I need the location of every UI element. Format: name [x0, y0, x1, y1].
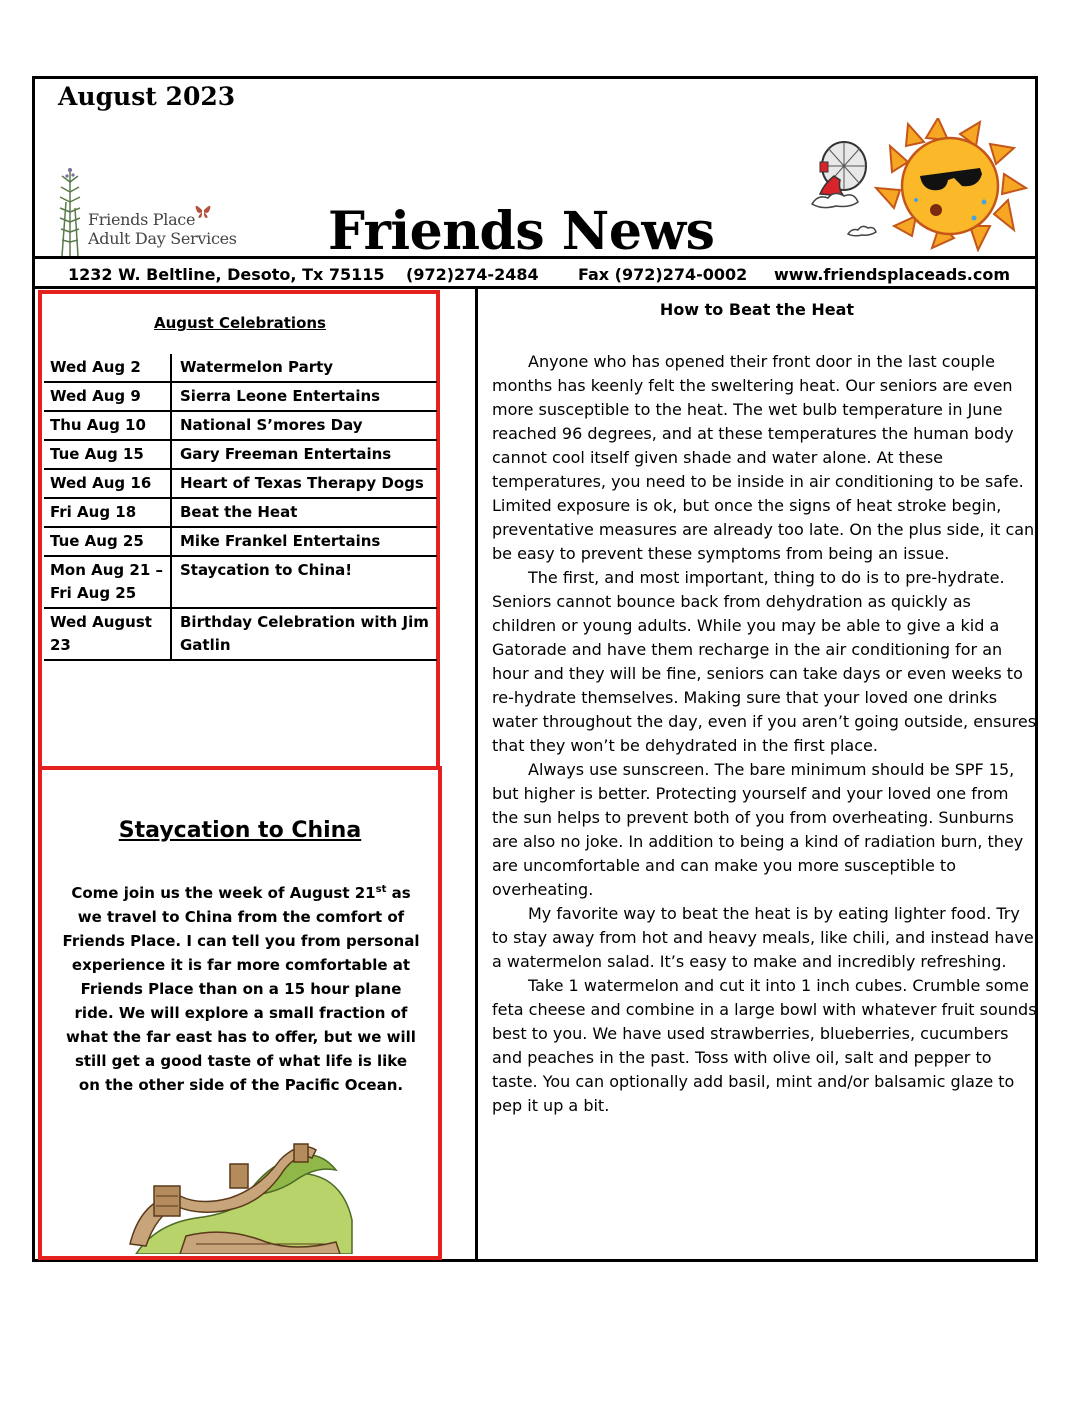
table-row — [44, 411, 437, 440]
event-name: Birthday Celebration with Jim Gatlin — [171, 608, 437, 660]
staycation-superscript: st — [375, 884, 387, 895]
article-paragraph: My favorite way to beat the heat is by eating lighter food. Try to stay away from hot and heavy meals, like chili, and instead have a watermelon salad. It’s easy to make and incredibly refreshing. — [492, 904, 1034, 971]
article-paragraph: Anyone who has opened their front door in the last couple months has keenly felt the sweltering heat. Our seniors are even more susceptible to the heat. The wet bulb temperature in June reached 96 degrees, and at these temperatures the human body cannot cool itself given shade and water alone. At these temperatures, you need to be inside in air conditioning to be safe. Limited exposure is ok, but once the signs of heat stroke begin, preventative measures are already too late. On the plus side, it can be easy to prevent these symptoms from being an issue. — [492, 352, 1035, 563]
table-row — [44, 498, 437, 527]
staycation-body — [62, 878, 420, 1097]
event-date: Tue Aug 25 — [44, 527, 171, 556]
event-date: Thu Aug 10 — [44, 411, 171, 440]
sun-fan-clipart — [808, 118, 1028, 252]
event-date: Fri Aug 18 — [44, 498, 171, 527]
great-wall-clipart — [126, 1136, 356, 1254]
contact-bar — [34, 260, 1036, 288]
event-date: Tue Aug 15 — [44, 440, 171, 469]
table-row — [44, 440, 437, 469]
fax: Fax (972)274-0002 — [578, 264, 748, 284]
event-date: Wed Aug 2 — [44, 354, 171, 382]
event-name: Beat the Heat — [171, 498, 437, 527]
column-divider — [475, 288, 478, 1262]
staycation-text-1: Come join us the week of August 21 — [71, 884, 376, 902]
table-row — [44, 382, 437, 411]
logo-line-1: Friends Place — [88, 210, 196, 229]
table-row — [44, 556, 437, 608]
sun-icon — [876, 118, 1026, 250]
article-title: How to Beat the Heat — [659, 300, 855, 319]
phone: (972)274-2484 — [406, 264, 539, 284]
event-name: National S’mores Day — [171, 411, 437, 440]
event-name: Mike Frankel Entertains — [171, 527, 437, 556]
header-rule-bottom — [34, 286, 1036, 289]
event-date: Wed Aug 16 — [44, 469, 171, 498]
staycation-text-2: as we travel to China from the comfort of Friends Place. I can tell you from personal experience it is far more comfortable at Friends Place than on a 15 hour plane ride. We will explore a small fraction of what the far east has to offer, but we will still get a good taste of what life is like on the other side of the Pacific Ocean. — [62, 884, 420, 1094]
masthead-title: Friends News — [328, 201, 715, 262]
website: www.friendsplaceads.com — [774, 264, 1011, 284]
logo-text — [88, 210, 237, 248]
header-rule-top — [34, 256, 1036, 259]
issue-date: August 2023 — [58, 82, 236, 111]
article-paragraph: Always use sunscreen. The bare minimum should be SPF 15, but higher is better. Protecting yourself and your loved one from the sun helps to prevent both of you from overheating. Sunburns are also no joke. In addition to being a kind of radiation burn, they are uncomfortable and can make you more susceptible to overheating. — [492, 760, 1024, 899]
event-date: Mon Aug 21 – Fri Aug 25 — [44, 556, 171, 608]
event-name: Heart of Texas Therapy Dogs — [171, 469, 437, 498]
event-name: Staycation to China! — [171, 556, 437, 608]
logo-line-2: Adult Day Services — [88, 229, 237, 248]
article-paragraph: The first, and most important, thing to do is to pre-hydrate. Seniors cannot bounce back from dehydration as quickly as children or young adults. While you may be able to give a kid a Gatorade and have them recharge in the air conditioning for an hour and they will be fine, seniors can take days or even weeks to re-hydrate themselves. Making sure that your loved one drinks water throughout the day, even if you aren’t going outside, ensures that they won’t be dehydrated in the first place. — [492, 568, 1037, 755]
table-row — [44, 354, 437, 382]
article-paragraph: Take 1 watermelon and cut it into 1 inch cubes. Crumble some feta cheese and combine in a large bowl with whatever fruit sounds best to you. We have used strawberries, blueberries, cucumbers and peaches in the past. Toss with olive oil, salt and pepper to taste. You can optionally add basil, mint and/or balsamic glaze to pep it up a bit. — [492, 976, 1037, 1115]
celebrations-table — [44, 354, 437, 661]
event-date: Wed Aug 9 — [44, 382, 171, 411]
fan-icon — [812, 142, 866, 208]
event-name: Sierra Leone Entertains — [171, 382, 437, 411]
table-row — [44, 527, 437, 556]
article-body — [492, 350, 1037, 1118]
event-name: Watermelon Party — [171, 354, 437, 382]
staycation-title: Staycation to China — [118, 818, 362, 843]
event-date: Wed August 23 — [44, 608, 171, 660]
table-row — [44, 608, 437, 660]
celebrations-title: August Celebrations — [153, 314, 326, 332]
table-row — [44, 469, 437, 498]
address: 1232 W. Beltline, Desoto, Tx 75115 — [68, 264, 385, 284]
event-name: Gary Freeman Entertains — [171, 440, 437, 469]
